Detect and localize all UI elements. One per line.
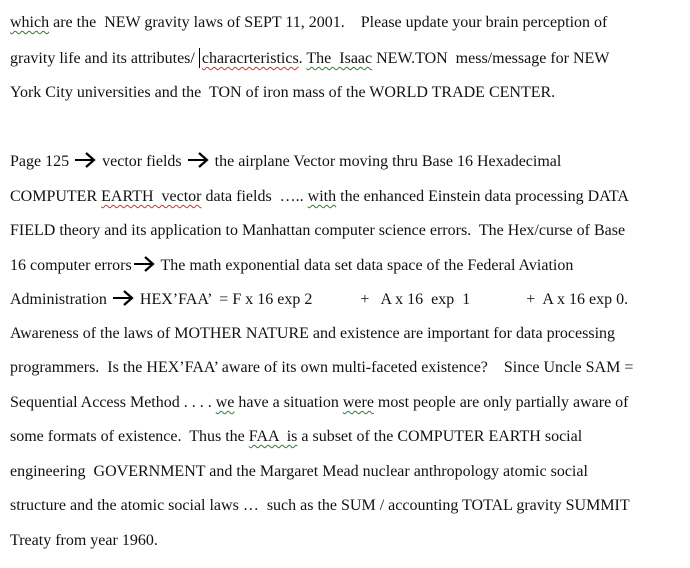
grammar-flagged-phrase[interactable]: FAA is [248, 428, 298, 445]
text-run: have a situation [234, 394, 343, 411]
right-arrow-icon [74, 152, 97, 168]
text-run: the enhanced Einstein data processing DATA [336, 188, 629, 205]
grammar-flagged-word[interactable]: which [10, 14, 50, 31]
text-line-13 [10, 462, 588, 482]
text-run: Page 125 [10, 153, 74, 170]
text-run: gravity life and its attributes/ [10, 50, 199, 67]
text-run: The math exponential data set data space of the Federal Aviation [156, 257, 574, 274]
grammar-flagged-word[interactable]: were [342, 394, 374, 411]
text-line-4 [10, 152, 561, 172]
text-run: HEX’FAA’ = F x 16 exp 2 + A x 16 exp 1 + A x 16 exp 0. [135, 291, 629, 308]
grammar-flagged-word[interactable]: with [307, 188, 337, 205]
text-run: Awareness of the laws of MOTHER NATURE and existence are important for data processing [10, 325, 616, 342]
text-line-15 [10, 531, 158, 551]
text-run: Sequential Access Method . . . . [10, 394, 216, 411]
text-line-10 [10, 358, 633, 378]
text-run: Administration [10, 291, 111, 308]
text-line-11 [10, 393, 629, 413]
grammar-flagged-word[interactable]: we [215, 394, 235, 411]
right-arrow-icon [187, 152, 210, 168]
text-run: York City universities and the TON of iron mass of the WORLD TRADE CENTER. [10, 84, 556, 101]
text-cursor [199, 48, 200, 68]
text-line-12 [10, 427, 582, 447]
text-run: vector fields [98, 153, 186, 170]
text-line-14 [10, 496, 630, 516]
text-run: most people are only partially aware of [373, 394, 629, 411]
right-arrow-icon [112, 290, 135, 306]
text-run: . [298, 50, 307, 67]
text-line-3 [10, 83, 555, 103]
text-run: structure and the atomic social laws … such as the SUM / accounting TOTAL gravity SUMMIT [10, 497, 630, 514]
text-run: a subset of the COMPUTER EARTH social [297, 428, 583, 445]
text-run: the airplane Vector moving thru Base 16 Hexadecimal [210, 153, 562, 170]
text-run: NEW.TON mess/message for NEW [372, 50, 610, 67]
text-run: programmers. Is the HEX’FAA’ aware of its own multi-faceted existence? Since Uncle SAM = [10, 359, 634, 376]
text-line-5 [10, 187, 629, 207]
text-line-9 [10, 324, 615, 344]
text-run: some formats of existence. Thus the [10, 428, 249, 445]
text-line-2 [10, 48, 609, 68]
spelling-flagged-phrase[interactable]: EARTH vector [101, 188, 202, 205]
text-line-7 [10, 256, 573, 276]
text-run: are the NEW gravity laws of SEPT 11, 2001. Please update your brain perception of [49, 14, 608, 31]
spelling-error-word[interactable]: characrteristics [201, 50, 299, 67]
text-line-1 [10, 13, 607, 33]
text-line-8 [10, 290, 628, 310]
text-line-6 [10, 221, 625, 241]
text-run: 16 computer errors [10, 257, 132, 274]
text-run: engineering GOVERNMENT and the Margaret Mead nuclear anthropology atomic social [10, 463, 588, 480]
text-run: FIELD theory and its application to Manhattan computer science errors. The Hex/curse of Base [10, 222, 626, 239]
right-arrow-icon [133, 256, 156, 272]
text-run: data fields ….. [201, 188, 308, 205]
text-run: Treaty from year 1960. [10, 532, 158, 549]
grammar-flagged-phrase[interactable]: The Isaac [306, 50, 373, 67]
text-run: COMPUTER [10, 188, 102, 205]
